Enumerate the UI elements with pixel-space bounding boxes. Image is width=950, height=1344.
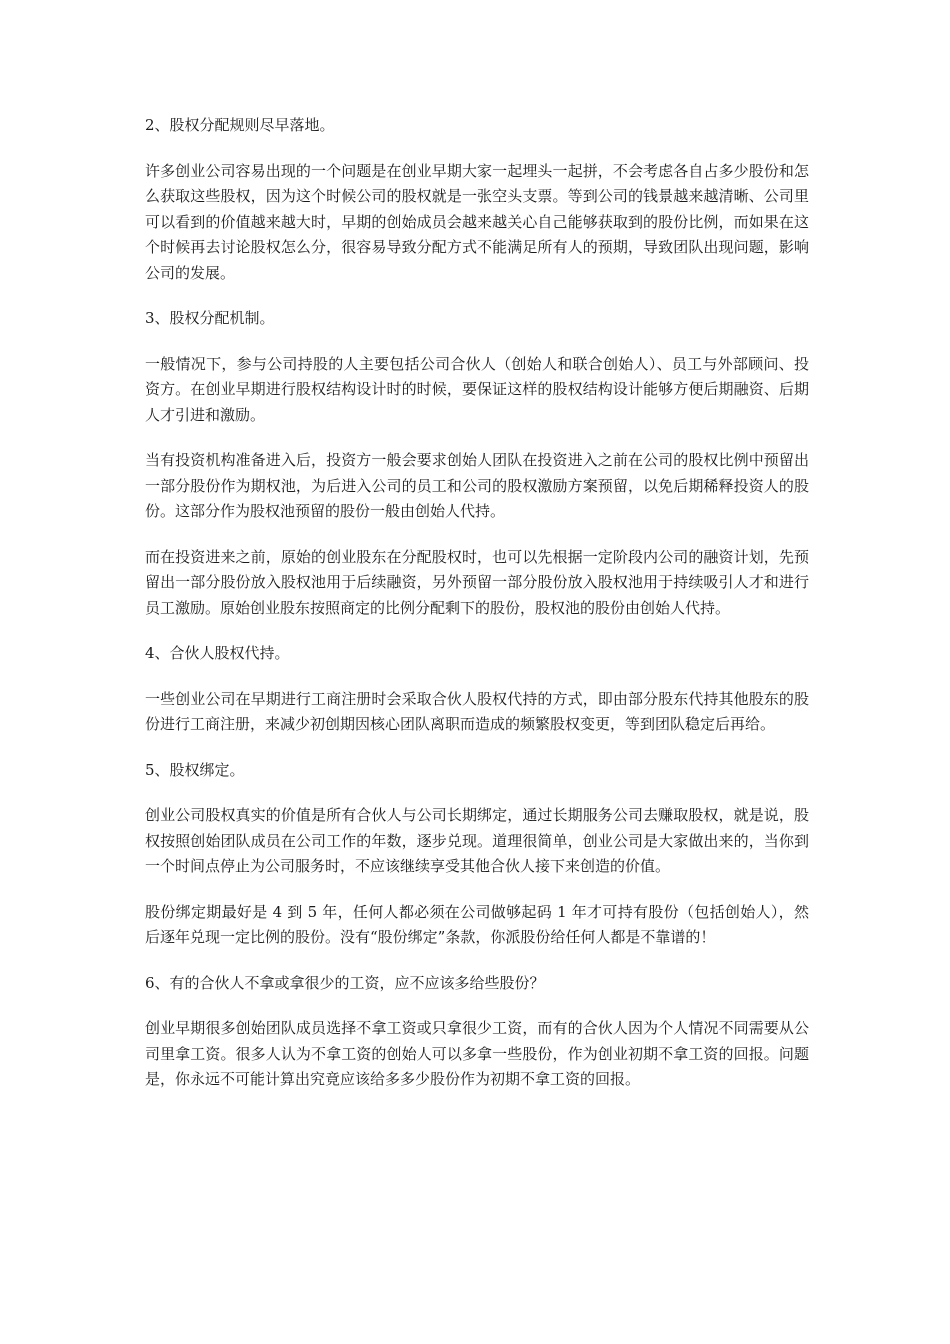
- document-body: [145, 113, 809, 1113]
- section-2-paragraph: 许多创业公司容易出现的一个问题是在创业早期大家一起埋头一起拼，不会考虑各自占多少股份和怎么获取这些股权，因为这个时候公司的股权就是一张空头支票。等到公司的钱景越来越清晰、公司里可以看到的价值越来越大时，早期的创始成员会越来越关心自己能够获取到的股份比例，而如果在这个时候再去讨论股权怎么分，很容易导致分配方式不能满足所有人的预期，导致团队出现问题，影响公司的发展。: [145, 161, 809, 282]
- section-3-paragraph-2: 当有投资机构准备进入后，投资方一般会要求创始人团队在投资进入之前在公司的股权比例中预留出一部分股份作为期权池，为后进入公司的员工和公司的股权激励方案预留，以免后期稀释投资人的股份。这部分作为股权池预留的股份一般由创始人代持。: [145, 451, 809, 520]
- section-5-paragraph-1: 创业公司股权真实的价值是所有合伙人与公司长期绑定，通过长期服务公司去赚取股权，就是说，股权按照创始团队成员在公司工作的年数，逐步兑现。道理很简单，创业公司是大家做出来的，当你到一个时间点停止为公司服务时，不应该继续享受其他合伙人接下来创造的价值。: [145, 806, 809, 875]
- section-6-heading: 6、有的合伙人不拿或拿很少的工资，应不应该多给些股份？: [145, 973, 545, 992]
- section-6-paragraph: 创业早期很多创始团队成员选择不拿工资或只拿很少工资，而有的合伙人因为个人情况不同需要从公司里拿工资。很多人认为不拿工资的创始人可以多拿一些股份，作为创业初期不拿工资的回报。问题是，你永远不可能计算出究竟应该给多多少股份作为初期不拿工资的回报。: [145, 1019, 809, 1088]
- section-4-paragraph: 一些创业公司在早期进行工商注册时会采取合伙人股权代持的方式，即由部分股东代持其他股东的股份进行工商注册，来减少初创期因核心团队离职而造成的频繁股权变更，等到团队稳定后再给。: [145, 689, 809, 733]
- section-2-heading: 2、股权分配规则尽早落地。: [145, 116, 335, 134]
- section-3-paragraph-1: 一般情况下，参与公司持股的人主要包括公司合伙人（创始人和联合创始人）、员工与外部顾问、投资方。在创业早期进行股权结构设计时的时候，要保证这样的股权结构设计能够方便后期融资、后期人才引进和激励。: [145, 354, 809, 424]
- section-4-heading: 4、合伙人股权代持。: [145, 644, 290, 662]
- section-5-heading: 5、股权绑定。: [145, 760, 245, 779]
- section-3-heading: 3、股权分配机制。: [145, 309, 275, 327]
- section-3-paragraph-3: 而在投资进来之前，原始的创业股东在分配股权时，也可以先根据一定阶段内公司的融资计划，先预留出一部分股份放入股权池用于后续融资，另外预留一部分股份放入股权池用于持续吸引人才和进行员工激励。原始创业股东按照商定的比例分配剩下的股份，股权池的股份由创始人代持。: [145, 547, 809, 617]
- section-5-paragraph-2: 股份绑定期最好是 4 到 5 年，任何人都必须在公司做够起码 1 年才可持有股份（包括创始人），然后逐年兑现一定比例的股份。没有“股份绑定”条款，你派股份给任何人都是不靠谱的！: [145, 902, 809, 946]
